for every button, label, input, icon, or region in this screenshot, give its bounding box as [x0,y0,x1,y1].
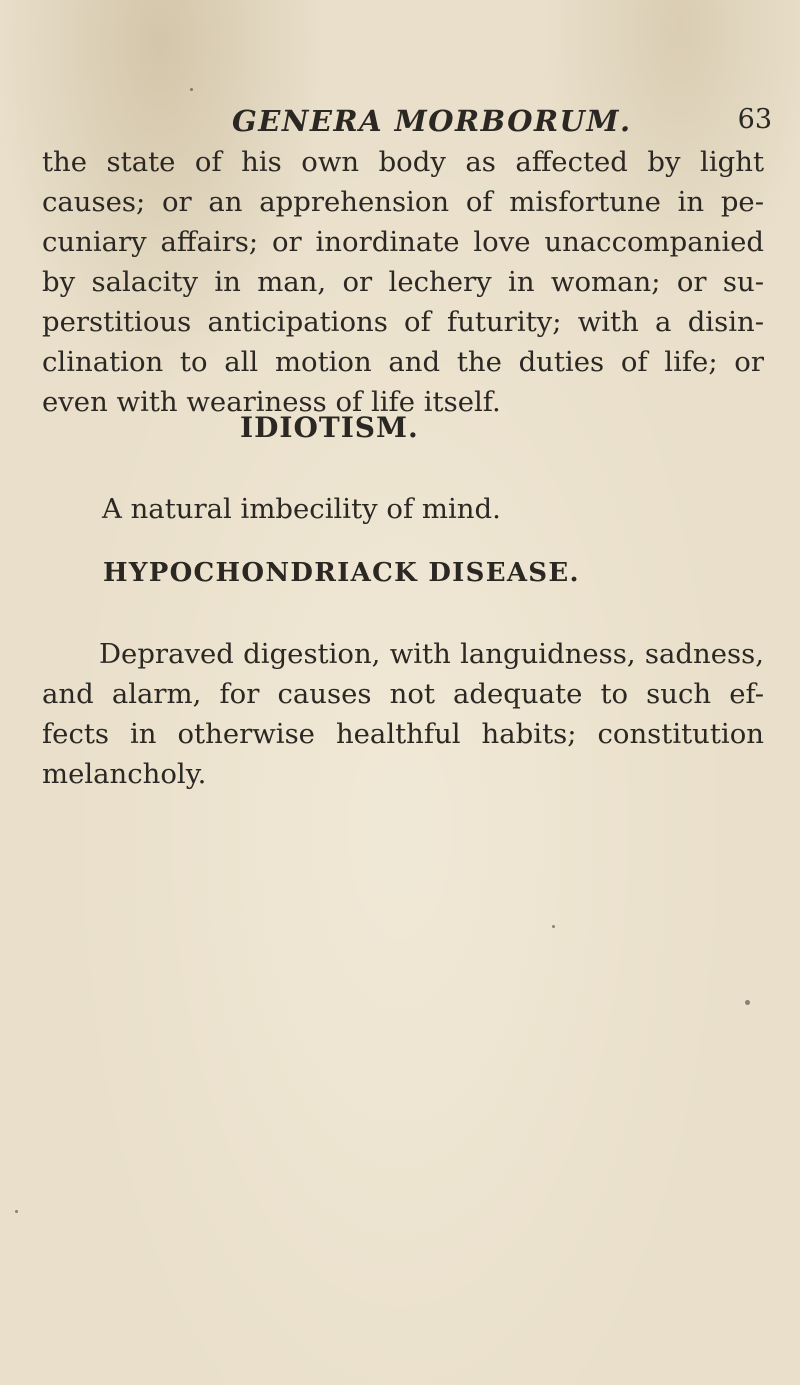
paper-speck [745,1000,750,1005]
paper-speck [552,925,555,928]
text-line: Depraved digestion, with languidness, sadness, [99,638,764,670]
section-heading-hypochondriack-disease: HYPOCHONDRIACK DISEASE. [103,558,580,588]
text-line: fects in otherwise healthful habits; constitution [42,718,764,750]
continued-paragraph [42,142,764,422]
text-line: by salacity in man, or lechery in woman; or su- [42,266,764,298]
text-line: clination to all motion and the duties of life; or [42,346,764,378]
paper-speck [15,1210,18,1213]
text-line: melancholy. [42,758,207,790]
running-title: GENERA MORBORUM. [232,104,632,138]
text-line: cuniary affairs; or inordinate love unaccompanied [42,226,764,258]
definition-hypochondriack-disease [42,634,764,794]
definition-idiotism: A natural imbecility of mind. [102,493,501,525]
paper-speck [190,88,193,91]
text-line: perstitious anticipations of futurity; with a disin- [42,306,764,338]
text-line: the state of his own body as affected by light [42,146,764,178]
text-line: causes; or an apprehension of misfortune in pe- [42,186,764,218]
section-heading-idiotism: IDIOTISM. [240,411,419,444]
text-line: and alarm, for causes not adequate to such ef- [42,678,764,710]
text-line: even with weariness of life itself. [42,386,501,418]
page-number: 63 [737,104,772,135]
